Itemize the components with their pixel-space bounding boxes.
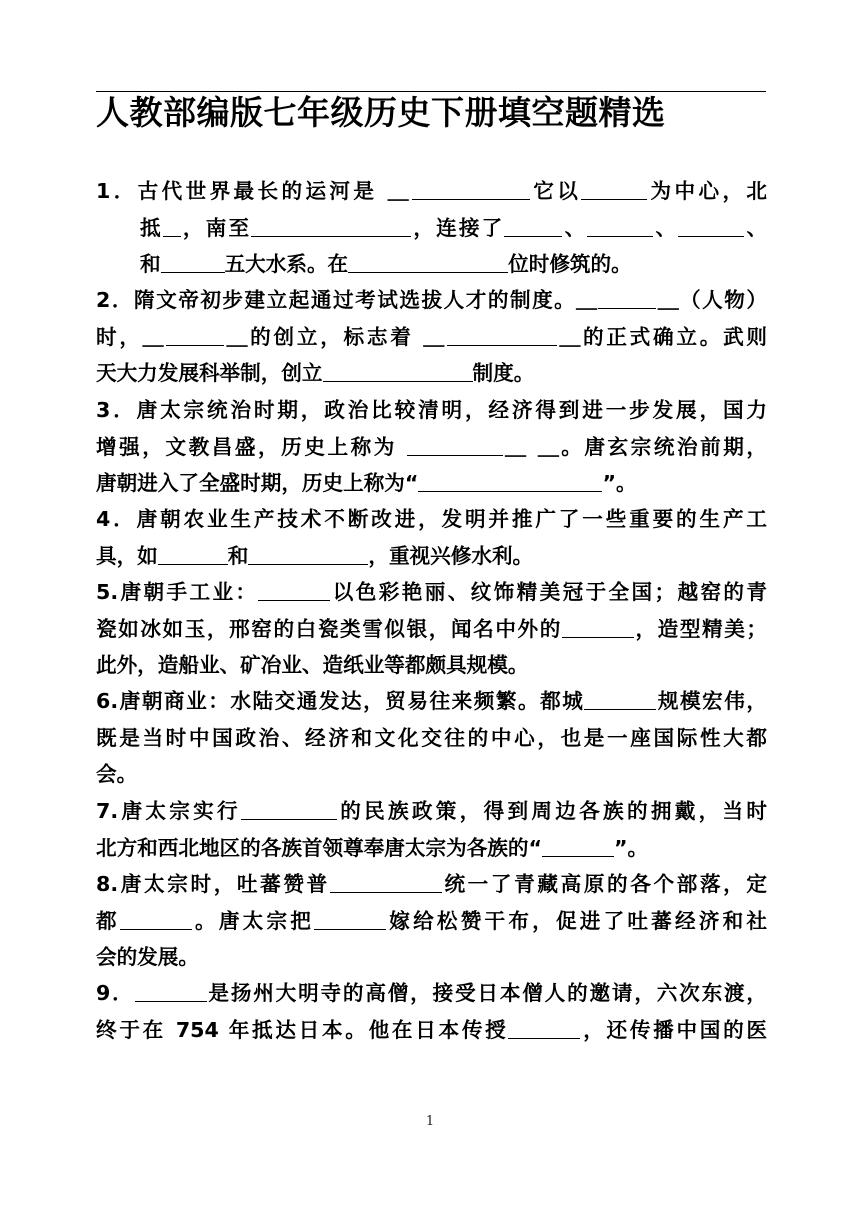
question-text: 既是当时中国政治、经济和文化交往的中心，也是一座国际性大都	[96, 725, 767, 750]
question-text: ，造型精美；	[633, 616, 768, 641]
answer-blank	[323, 361, 473, 382]
question-text: ＿的创立，标志着 ＿	[224, 324, 447, 349]
answer-blank	[508, 1018, 580, 1039]
answer-blank	[166, 325, 224, 346]
document-title: 人教部编版七年级历史下册填空题精选	[96, 93, 666, 132]
answer-blank	[542, 836, 614, 857]
question-text: 和	[140, 252, 161, 277]
question-line	[96, 903, 767, 940]
question-text: 8.唐太宗时，吐蕃赞普	[96, 872, 330, 896]
answer-blank	[330, 872, 442, 893]
question-text: 时，＿	[96, 324, 167, 349]
question-5	[96, 574, 767, 684]
question-line	[96, 429, 767, 466]
question-line	[96, 647, 767, 684]
answer-blank	[581, 179, 647, 200]
question-line	[96, 355, 767, 392]
question-1	[96, 173, 767, 283]
question-text: 唐朝进入了全盛时期，历史上称为“	[96, 471, 419, 496]
page-number: 1	[425, 1114, 435, 1129]
question-line	[96, 830, 767, 867]
answer-blank	[161, 252, 225, 273]
question-text: ，南至	[180, 215, 252, 240]
question-text: 和	[227, 543, 249, 568]
question-text: ＿ ＿。唐玄宗统治前期，	[502, 434, 768, 459]
question-line	[96, 611, 767, 648]
question-text: ”。	[614, 835, 649, 860]
question-text: ，重视兴修水利。	[368, 543, 534, 568]
answer-blank	[251, 216, 411, 237]
answer-blank	[120, 909, 192, 930]
question-text: 规模宏伟，	[656, 689, 767, 713]
question-line	[96, 756, 767, 793]
question-text: 是扬州大明寺的高僧，接受日本僧人的邀请，六次东渡，	[206, 981, 767, 1005]
answer-blank	[348, 252, 508, 273]
question-text: 、	[744, 215, 768, 240]
answer-blank	[314, 909, 386, 930]
question-line	[96, 392, 767, 429]
question-text: 具，如	[96, 543, 158, 568]
question-line	[96, 501, 767, 538]
question-7	[96, 793, 767, 866]
answer-blank	[418, 471, 602, 492]
question-text: 以色彩艳丽、纹饰精美冠于全国；越窑的青	[330, 580, 768, 604]
answer-blank	[163, 216, 181, 237]
answer-blank	[447, 325, 557, 346]
question-line	[96, 574, 767, 611]
answer-blank	[241, 799, 337, 820]
answer-blank	[562, 617, 634, 638]
answer-blank	[135, 981, 207, 1002]
question-text: 7.唐太宗实行	[96, 799, 241, 823]
question-text: 2．隋文帝初步建立起通过考试选拔人才的制度。＿	[96, 288, 599, 312]
question-text: 统一了青藏高原的各个部落，定	[441, 872, 767, 896]
question-text: 位时修筑的。	[508, 252, 632, 277]
question-text: ，连接了	[411, 215, 505, 240]
question-line	[96, 173, 767, 210]
question-line	[96, 975, 767, 1012]
question-line	[96, 246, 767, 283]
question-text: 都	[96, 908, 120, 933]
answer-blank	[158, 544, 228, 565]
question-text: 五大水系。在	[224, 252, 349, 277]
question-text: 3．唐太宗统治时期，政治比较清明，经济得到进一步发展，国力	[96, 398, 767, 422]
question-line	[96, 319, 767, 356]
question-text: ”。	[602, 471, 637, 496]
answer-blank	[678, 216, 744, 237]
answer-blank	[504, 216, 562, 237]
question-text: 此外，造船业、矿冶业、造纸业等都颇具规模。	[96, 653, 529, 678]
answer-blank	[587, 216, 653, 237]
question-9	[96, 975, 767, 1048]
answer-blank	[258, 580, 330, 601]
question-text: 为中心，北	[647, 179, 768, 203]
question-text: 的民族政策，得到周边各族的拥戴，当时	[336, 799, 767, 823]
answer-blank	[412, 179, 530, 200]
question-line	[96, 683, 767, 720]
question-text: 1．古代世界最长的运河是 ＿	[96, 179, 412, 203]
question-text: 增强，文教昌盛，历史上称为	[96, 434, 407, 459]
question-text: 。唐太宗把	[191, 908, 315, 933]
question-line	[96, 282, 767, 319]
question-text: ＿的正式确立。武则	[556, 324, 768, 349]
answer-blank	[407, 435, 503, 456]
question-text: 北方和西北地区的各族首领尊奉唐太宗为各族的“	[96, 835, 543, 860]
question-text: 抵	[140, 215, 163, 240]
question-line	[96, 465, 767, 502]
question-text: 瓷如冰如玉，邢窑的白瓷类雪似银，闻名中外的	[96, 616, 562, 641]
question-text: 4．唐朝农业生产技术不断改进，发明并推广了一些重要的生产工	[96, 507, 767, 531]
question-text: 它以	[529, 179, 582, 203]
question-text: 会的发展。	[96, 945, 199, 970]
question-text: 5.唐朝手工业：	[96, 580, 259, 604]
question-text: ＿（人物）	[656, 288, 768, 312]
question-text: 、	[653, 215, 679, 240]
question-text: 嫁给松赞干布，促进了吐蕃经济和社	[386, 908, 768, 933]
question-text: 制度。	[472, 361, 535, 386]
question-text: 6.唐朝商业：水陆交通发达，贸易往来频繁。都城	[96, 689, 585, 713]
question-line	[96, 1012, 767, 1049]
answer-blank	[598, 288, 656, 309]
question-2	[96, 282, 767, 392]
question-line	[96, 720, 767, 757]
question-line	[96, 538, 767, 575]
question-text: 天大力发展科举制，创立	[96, 361, 323, 386]
question-text: 会。	[96, 762, 138, 787]
question-3	[96, 392, 767, 502]
question-8	[96, 866, 767, 976]
question-4	[96, 501, 767, 574]
question-line	[96, 793, 767, 830]
question-text: ，还传播中国的医	[580, 1017, 767, 1042]
question-text: 、	[562, 215, 588, 240]
question-line	[96, 939, 767, 976]
answer-blank	[584, 689, 656, 710]
question-line	[96, 210, 767, 247]
question-line	[96, 866, 767, 903]
question-text: 终于在 754 年抵达日本。他在日本传授	[96, 1017, 509, 1042]
answer-blank	[248, 544, 368, 565]
question-6	[96, 683, 767, 793]
question-text: 9．	[96, 981, 135, 1005]
